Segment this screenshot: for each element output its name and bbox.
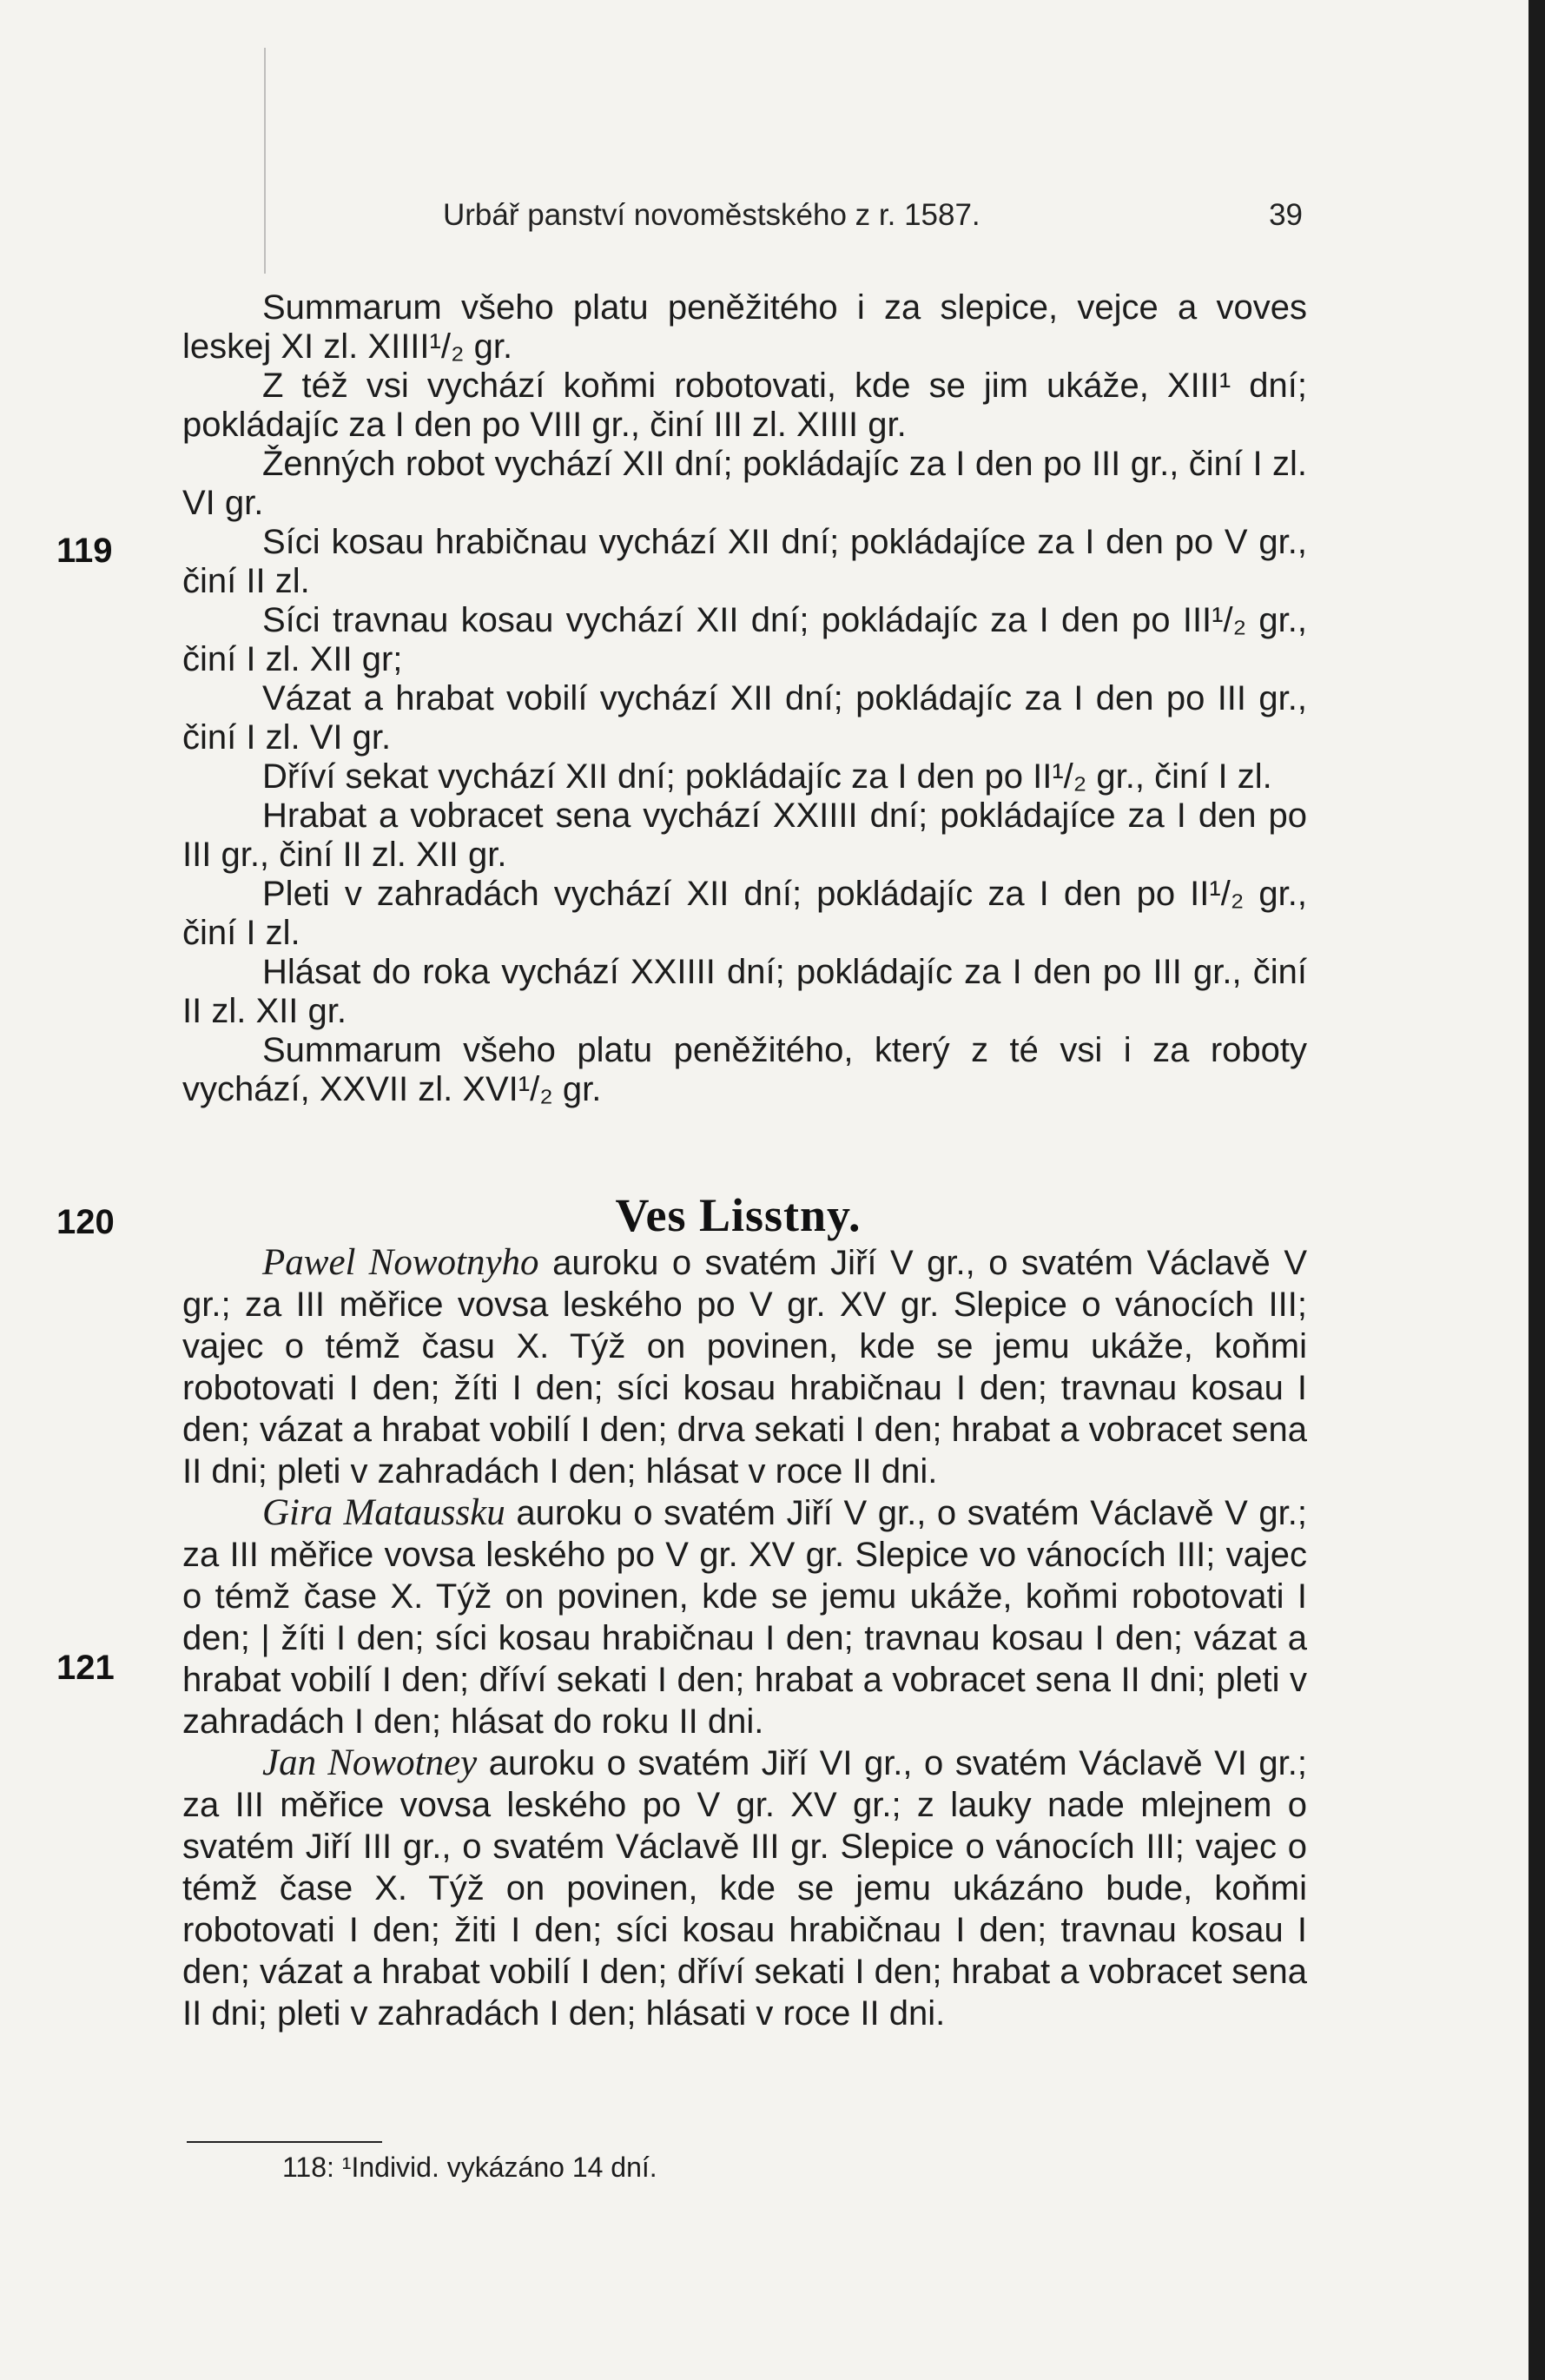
margin-number-121: 121 — [56, 1649, 115, 1687]
footnote-rule — [187, 2141, 382, 2143]
paragraph: Vázat a hrabat vobilí vychází XII dní; pokládajíc za I den po III gr., činí I zl. VI gr. — [182, 679, 1307, 757]
entry-paragraph — [182, 1492, 1307, 1742]
summary-paragraphs — [182, 288, 1307, 1109]
entry-text: auroku o svatém Jiří VI gr., o svatém Václavě VI gr.; za III měřice vovsa leského po V gr. XV gr.; z lauky nade mlejnem o svatém Jiří III gr., o svatém Václavě III gr. Slepice o vánocích III; vajec o témž čase X. Týž on povinen, kde se jemu ukázáno bude, koňmi robotovati I den; žiti I den; síci kosau hrabičnau I den; travnau kosau I den; vázat a hrabat vobilí I den; dříví sekati I den; hrabat a vobracet sena II dni; pleti v zahradách I den; hlásati v roce II dni. — [182, 1744, 1307, 2033]
footnote: 118: ¹Individ. vykázáno 14 dní. — [282, 2152, 657, 2183]
entries-list — [182, 1242, 1307, 2034]
paragraph: Summarum všeho platu peněžitého i za slepice, vejce a voves leskej XI zl. XIIII¹/₂ gr. — [182, 288, 1307, 366]
margin-number-119: 119 — [56, 532, 113, 570]
scan-edge — [1528, 0, 1545, 2380]
entry-text: auroku o svatém Jiří V gr., o svatém Václavě V gr.; za III měřice vovsa leského po V gr. XV gr. Slepice o vánocích III; vajec o témž času X. Týž on povinen, kde se jemu ukáže, koňmi robotovati I den; žíti I den; síci kosau hrabičnau I den; travnau kosau I den; vázat a hrabat vobilí I den; drva sekati I den; hrabat a vobracet sena II dni; pleti v zahradách I den; hlásat v roce II dni. — [182, 1244, 1308, 1491]
paragraph: Dříví sekat vychází XII dní; pokládajíc za I den po II¹/₂ gr., činí I zl. — [262, 757, 1272, 796]
paragraph: Síci travnau kosau vychází XII dní; pokládajíc za I den po III¹/₂ gr., činí I zl. XII gr; — [182, 601, 1307, 678]
page-crease — [264, 48, 266, 274]
entry-paragraph — [182, 1242, 1307, 1492]
paragraph: Ženných robot vychází XII dní; pokládajíc za I den po III gr., činí I zl. VI gr. — [182, 445, 1307, 522]
paragraph: Z též vsi vychází koňmi robotovati, kde se jim ukáže, XIII¹ dní; pokládajíc za I den po VIII gr., činí III zl. XIIII gr. — [182, 367, 1307, 444]
paragraph: Hrabat a vobracet sena vychází XXIIII dní; pokládajíce za I den po III gr., činí II zl. XII gr. — [182, 797, 1307, 874]
paragraph: Síci kosau hrabičnau vychází XII dní; pokládajíce za I den po V gr., činí II zl. — [182, 523, 1307, 600]
entry-name: Gira Mataussku — [262, 1492, 505, 1533]
entry-text: auroku o svatém Jiří V gr., o svatém Václavě V gr.; za III měřice vovsa leského po V gr. XV gr. Slepice vo vánocích III; vajec o témž čase X. Týž on povinen, kde se jemu ukáže, koňmi robotovati I den; | žíti I den; síci kosau hrabičnau I den; travnau kosau I den; vázat a hrabat vobilí I den; dříví sekati I den; hrabat a vobracet sena II dni; pleti v zahradách I den; hlásat do roku II dni. — [182, 1494, 1307, 1741]
entry-paragraph — [182, 1742, 1307, 2034]
paragraph: Summarum všeho platu peněžitého, který z té vsi i za roboty vychází, XXVII zl. XVI¹/₂ gr. — [182, 1031, 1307, 1108]
page-number: 39 — [1269, 198, 1303, 232]
entry-name: Jan Nowotney — [262, 1742, 478, 1783]
entry-name: Pawel Nowotnyho — [262, 1242, 539, 1283]
section-title: Ves Lisstny. — [615, 1189, 862, 1241]
margin-number-120: 120 — [56, 1203, 115, 1241]
header-title: Urbář panství novoměstského z r. 1587. — [443, 198, 980, 232]
paragraph: Pleti v zahradách vychází XII dní; pokládajíc za I den po II¹/₂ gr., činí I zl. — [182, 875, 1307, 952]
paragraph: Hlásat do roka vychází XXIIII dní; pokládajíc za I den po III gr., činí II zl. XII gr. — [182, 953, 1307, 1030]
